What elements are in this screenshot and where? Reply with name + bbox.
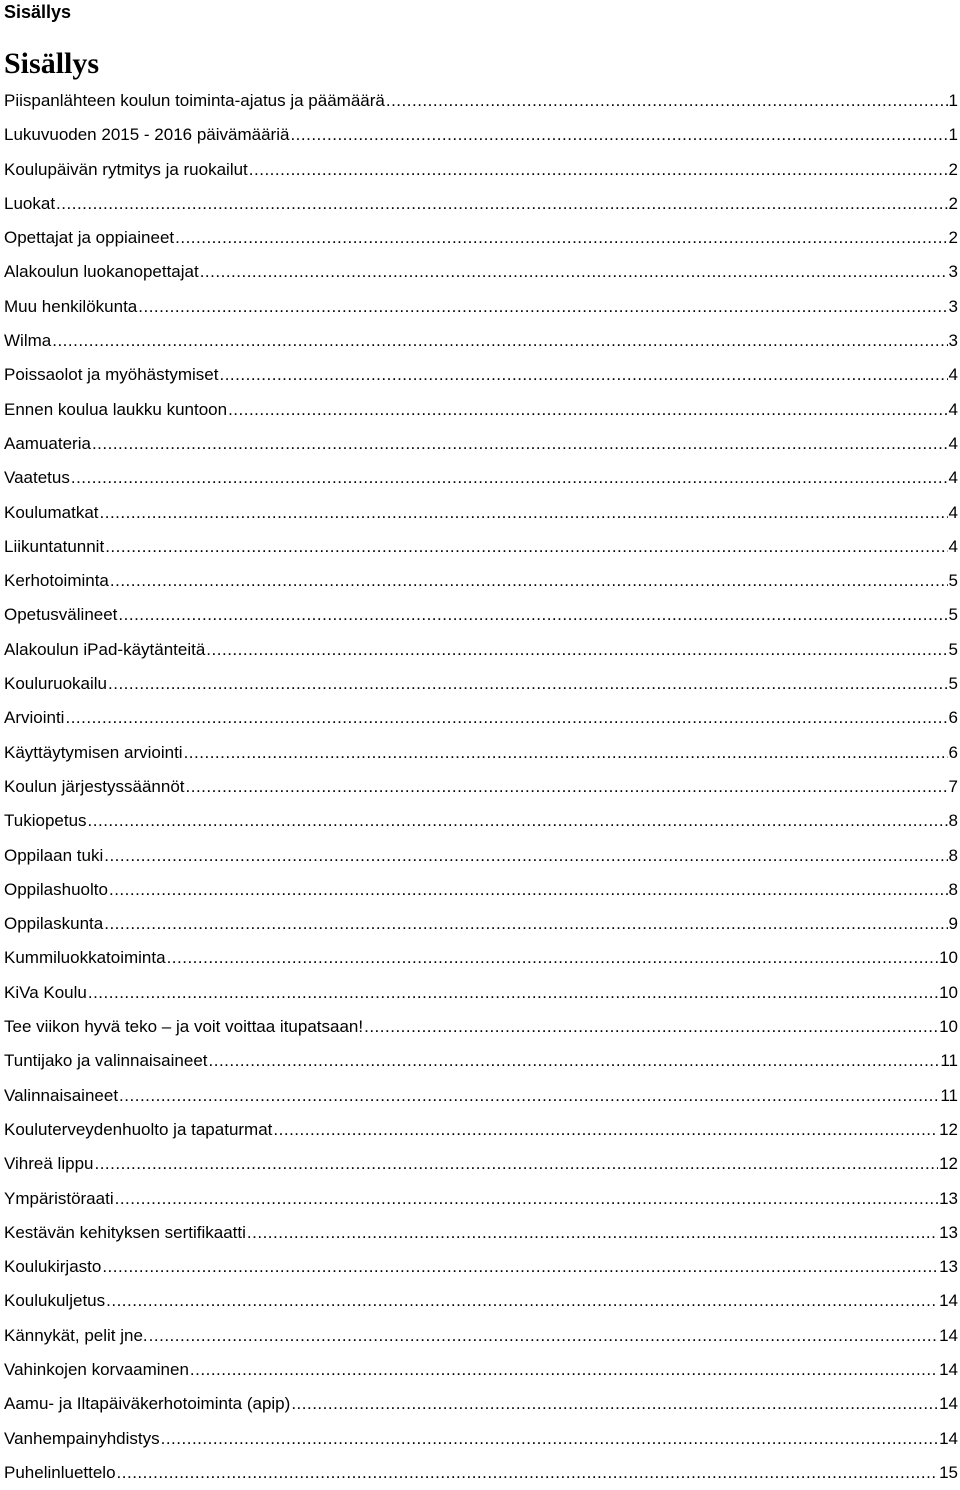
toc-entry-label: Aamu- ja Iltapäiväkerhotoiminta (apip) bbox=[4, 1394, 291, 1414]
toc-entry[interactable] bbox=[4, 1250, 958, 1284]
toc-entry[interactable] bbox=[4, 221, 958, 255]
toc-entry[interactable] bbox=[4, 1147, 958, 1181]
toc-entry[interactable] bbox=[4, 84, 958, 118]
toc-entry-page: 3 bbox=[948, 296, 958, 316]
toc-dot-leader bbox=[186, 770, 948, 804]
toc-title: Sisällys bbox=[4, 47, 100, 80]
toc-dot-leader bbox=[167, 941, 939, 975]
toc-entry-page: 2 bbox=[948, 228, 958, 248]
toc-entry[interactable] bbox=[4, 1319, 958, 1353]
toc-entry[interactable] bbox=[4, 667, 958, 701]
toc-dot-leader bbox=[109, 873, 948, 907]
toc-dot-leader bbox=[71, 461, 948, 495]
toc-entry-page: 4 bbox=[948, 365, 958, 385]
toc-entry[interactable] bbox=[4, 153, 958, 187]
toc-dot-leader bbox=[190, 1353, 938, 1387]
toc-entry-label: Koulupäivän rytmitys ja ruokailut bbox=[4, 159, 248, 179]
toc-dot-leader bbox=[100, 496, 948, 530]
toc-entry-label: Aamuateria bbox=[4, 433, 91, 453]
toc-entry-label: Käyttäytymisen arviointi bbox=[4, 742, 183, 762]
toc-entry-label: Tuntijako ja valinnaisaineet bbox=[4, 1051, 208, 1071]
toc-entry-label: Opettajat ja oppiaineet bbox=[4, 228, 175, 248]
toc-entry-page: 3 bbox=[948, 331, 958, 351]
toc-entry-label: KiVa Koulu bbox=[4, 982, 87, 1002]
toc-entry-label: Koulukuljetus bbox=[4, 1291, 106, 1311]
toc-entry-page: 14 bbox=[939, 1394, 958, 1414]
toc-dot-leader bbox=[249, 153, 948, 187]
toc-entry-label: Valinnaisaineet bbox=[4, 1085, 119, 1105]
toc-entry[interactable] bbox=[4, 461, 958, 495]
toc-entry-label: Koulumatkat bbox=[4, 502, 99, 522]
toc-entry-label: Liikuntatunnit bbox=[4, 536, 105, 556]
toc-entry[interactable] bbox=[4, 1113, 958, 1147]
toc-entry-label: Vanhempainyhdistys bbox=[4, 1428, 160, 1448]
toc-entry[interactable] bbox=[4, 427, 958, 461]
toc-entry-label: Koulun järjestyssäännöt bbox=[4, 776, 185, 796]
toc-dot-leader bbox=[88, 976, 938, 1010]
toc-entry-label: Lukuvuoden 2015 - 2016 päivämääriä bbox=[4, 125, 290, 145]
toc-entry-label: Arviointi bbox=[4, 708, 65, 728]
toc-entry-label: Poissaolot ja myöhästymiset bbox=[4, 365, 219, 385]
toc-entry[interactable] bbox=[4, 736, 958, 770]
toc-dot-leader bbox=[105, 530, 947, 564]
toc-entry-label: Vaatetus bbox=[4, 468, 70, 488]
toc-entry-page: 8 bbox=[948, 845, 958, 865]
toc-entry[interactable] bbox=[4, 324, 958, 358]
toc-entry[interactable] bbox=[4, 1284, 958, 1318]
toc-dot-leader bbox=[92, 427, 948, 461]
toc-dot-leader bbox=[228, 393, 947, 427]
toc-entry-label: Wilma bbox=[4, 331, 52, 351]
toc-entry-page: 10 bbox=[939, 1017, 958, 1037]
toc-entry[interactable] bbox=[4, 255, 958, 289]
toc-entry-page: 8 bbox=[948, 879, 958, 899]
toc-entry-label: Vahinkojen korvaaminen bbox=[4, 1359, 189, 1379]
toc-entry-label: Ympäristöraati bbox=[4, 1188, 114, 1208]
toc-dot-leader bbox=[291, 1387, 938, 1421]
toc-dot-leader bbox=[52, 324, 947, 358]
toc-entry-page: 7 bbox=[948, 776, 958, 796]
toc-dot-leader bbox=[108, 667, 948, 701]
toc-dot-leader bbox=[364, 1010, 938, 1044]
toc-entry-page: 3 bbox=[948, 262, 958, 282]
toc-dot-leader bbox=[206, 633, 947, 667]
toc-entry-page: 8 bbox=[948, 811, 958, 831]
toc-entry-page: 6 bbox=[948, 708, 958, 728]
toc-entry-label: Alakoulun luokanopettajat bbox=[4, 262, 199, 282]
toc-entry-page: 12 bbox=[939, 1119, 958, 1139]
toc-entry-label: Tukiopetus bbox=[4, 811, 87, 831]
toc-entry-page: 13 bbox=[939, 1188, 958, 1208]
document-header: Sisällys bbox=[4, 2, 72, 22]
toc-entry[interactable] bbox=[4, 564, 958, 598]
toc-entry-label: Muu henkilökunta bbox=[4, 296, 138, 316]
toc-dot-leader bbox=[119, 1079, 939, 1113]
toc-entry[interactable] bbox=[4, 1182, 958, 1216]
toc-dot-leader bbox=[118, 598, 947, 632]
toc-entry-label: Puhelinluettelo bbox=[4, 1462, 116, 1482]
toc-dot-leader bbox=[56, 187, 947, 221]
toc-entry-label: Oppilashuolto bbox=[4, 879, 108, 899]
toc-entry-page: 2 bbox=[948, 159, 958, 179]
toc-entry-label: Tee viikon hyvä teko – ja voit voittaa itupatsaan! bbox=[4, 1017, 364, 1037]
toc-entry[interactable] bbox=[4, 1010, 958, 1044]
toc-entry[interactable] bbox=[4, 496, 958, 530]
toc-entry[interactable] bbox=[4, 358, 958, 392]
toc-entry-page: 14 bbox=[939, 1428, 958, 1448]
toc-entry-page: 2 bbox=[948, 193, 958, 213]
toc-entry-label: Alakoulun iPad-käytänteitä bbox=[4, 639, 206, 659]
toc-dot-leader bbox=[273, 1113, 938, 1147]
toc-dot-leader bbox=[88, 804, 948, 838]
toc-dot-leader bbox=[184, 736, 948, 770]
toc-dot-leader bbox=[65, 701, 947, 735]
toc-dot-leader bbox=[117, 1456, 939, 1490]
toc-entry-page: 10 bbox=[939, 982, 958, 1002]
toc-entry-label: Kännykät, pelit jne. bbox=[4, 1325, 148, 1345]
toc-dot-leader bbox=[94, 1147, 938, 1181]
toc-entry[interactable] bbox=[4, 1079, 958, 1113]
toc-dot-leader bbox=[138, 290, 947, 324]
toc-entry[interactable] bbox=[4, 393, 958, 427]
toc-entry-label: Koulukirjasto bbox=[4, 1257, 102, 1277]
toc-entry-label: Kerhotoiminta bbox=[4, 571, 109, 591]
toc-entry-page: 5 bbox=[948, 639, 958, 659]
toc-entry-page: 14 bbox=[939, 1359, 958, 1379]
toc-entry[interactable] bbox=[4, 907, 958, 941]
toc-dot-leader bbox=[200, 255, 948, 289]
toc-entry-page: 4 bbox=[948, 433, 958, 453]
toc-entry-label: Kouluruokailu bbox=[4, 674, 108, 694]
toc-entry[interactable] bbox=[4, 839, 958, 873]
toc-entry[interactable] bbox=[4, 1456, 958, 1490]
toc-entry-page: 10 bbox=[939, 948, 958, 968]
toc-entry-page: 6 bbox=[948, 742, 958, 762]
toc-dot-leader bbox=[290, 118, 947, 152]
toc-entry[interactable] bbox=[4, 1216, 958, 1250]
toc-entry-page: 14 bbox=[939, 1325, 958, 1345]
toc-dot-leader bbox=[104, 907, 947, 941]
toc-entry-label: Piispanlähteen koulun toiminta-ajatus ja päämäärä bbox=[4, 91, 385, 110]
toc-entry-label: Opetusvälineet bbox=[4, 605, 118, 625]
toc-entry-label: Kouluterveydenhuolto ja tapaturmat bbox=[4, 1119, 273, 1139]
toc-entry[interactable] bbox=[4, 530, 958, 564]
toc-entry[interactable] bbox=[4, 804, 958, 838]
toc-entry-page: 4 bbox=[948, 468, 958, 488]
toc-entry[interactable] bbox=[4, 976, 958, 1010]
toc-entry[interactable] bbox=[4, 118, 958, 152]
toc-entry-page: 15 bbox=[939, 1462, 958, 1482]
toc-entry-page: 4 bbox=[948, 399, 958, 419]
toc-entry-label: Luokat bbox=[4, 193, 56, 213]
toc-entry-page: 4 bbox=[948, 502, 958, 522]
toc-dot-leader bbox=[106, 1284, 938, 1318]
toc-entry[interactable] bbox=[4, 1353, 958, 1387]
toc-entry-label: Oppilaan tuki bbox=[4, 845, 104, 865]
toc-entry-page: 11 bbox=[940, 1085, 958, 1105]
toc-entry-label: Vihreä lippu bbox=[4, 1154, 94, 1174]
toc-entry-label: Ennen koulua laukku kuntoon bbox=[4, 399, 228, 419]
toc-entry[interactable] bbox=[4, 701, 958, 735]
toc-entry-page: 12 bbox=[939, 1154, 958, 1174]
toc-dot-leader bbox=[115, 1182, 938, 1216]
toc-entry-label: Oppilaskunta bbox=[4, 914, 104, 934]
toc-dot-leader bbox=[247, 1216, 938, 1250]
toc-dot-leader bbox=[175, 221, 947, 255]
toc-entry[interactable] bbox=[4, 1387, 958, 1421]
toc-entry-label: Kummiluokkatoiminta bbox=[4, 948, 166, 968]
toc-dot-leader bbox=[161, 1422, 938, 1456]
toc-dot-leader bbox=[386, 84, 948, 118]
toc-entry-page: 1 bbox=[948, 125, 958, 145]
toc-entry[interactable] bbox=[4, 941, 958, 975]
toc-entry[interactable] bbox=[4, 633, 958, 667]
toc-entry[interactable] bbox=[4, 187, 958, 221]
toc-dot-leader bbox=[110, 564, 948, 598]
toc-entry-page: 5 bbox=[948, 674, 958, 694]
toc-list bbox=[4, 84, 958, 1490]
toc-dot-leader bbox=[219, 358, 947, 392]
toc-entry[interactable] bbox=[4, 1422, 958, 1456]
toc-dot-leader bbox=[149, 1319, 938, 1353]
toc-entry[interactable] bbox=[4, 1044, 958, 1078]
toc-entry[interactable] bbox=[4, 290, 958, 324]
toc-entry-page: 9 bbox=[948, 914, 958, 934]
toc-dot-leader bbox=[209, 1044, 940, 1078]
toc-entry-page: 5 bbox=[948, 571, 958, 591]
toc-entry-page: 5 bbox=[948, 605, 958, 625]
toc-entry[interactable] bbox=[4, 598, 958, 632]
toc-entry-page: 4 bbox=[948, 536, 958, 556]
toc-entry-page: 11 bbox=[940, 1051, 958, 1071]
toc-entry-page: 14 bbox=[939, 1291, 958, 1311]
toc-entry-page: 13 bbox=[939, 1222, 958, 1242]
toc-dot-leader bbox=[104, 839, 947, 873]
toc-entry-label: Kestävän kehityksen sertifikaatti bbox=[4, 1222, 246, 1242]
toc-entry-page: 1 bbox=[948, 91, 958, 110]
toc-entry-page: 13 bbox=[939, 1257, 958, 1277]
toc-entry[interactable] bbox=[4, 873, 958, 907]
toc-entry[interactable] bbox=[4, 770, 958, 804]
toc-dot-leader bbox=[102, 1250, 938, 1284]
